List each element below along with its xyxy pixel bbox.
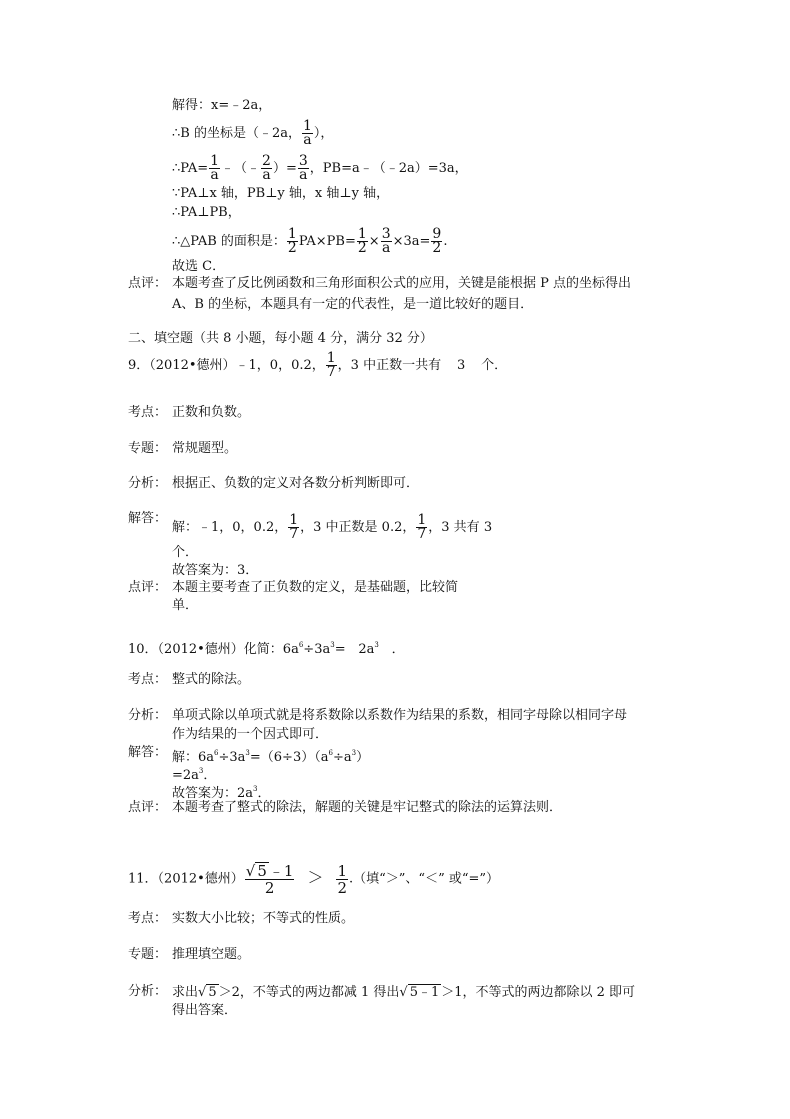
answer-blank: 3 <box>456 358 466 373</box>
jieda-line-2: 个． <box>172 545 199 560</box>
jieda-line-1: 解：﹣1，0，0.2， $\frac{1}{7}$ ，3 中正数是 0.2， $\frac{1}{7}$ ，3 共有 3 <box>172 512 493 542</box>
fenxi-line-2: 作为结果的一个因式即可． <box>172 727 329 742</box>
dianping-line-1: 本题主要考查了正负数的定义，是基础题，比较简 <box>172 580 459 595</box>
comment-line-1: 本题考查了反比例函数和三角形面积公式的应用，关键是能根据 P 点的坐标得出 <box>172 276 632 291</box>
section-title: 二、填空题（共 8 小题，每小题 4 分，满分 32 分） <box>128 331 433 346</box>
question-11-stem: 11．（2012•德州） $\frac{√ 5 ﹣1}{2}$ ＞ $\frac{1}{2}$ .（填“＞”、“＜” 或“=”） <box>128 861 500 897</box>
solution-line-4: ∵PA⊥x 轴，PB⊥y 轴，x 轴⊥y 轴， <box>172 186 390 201</box>
dianping-line-2: 单． <box>172 598 199 613</box>
fenxi-label: 分析： <box>128 476 168 491</box>
comment-line-2: A、B 的坐标，本题具有一定的代表性，是一道比较好的题目． <box>172 297 534 312</box>
jieda-line-3: 故答案为：$2a^3$． <box>172 785 271 801</box>
kaodian-label: 考点： <box>128 911 168 926</box>
zhuanti-text: 常规题型。 <box>172 441 238 456</box>
answer-blank: $2a^3$ <box>358 641 379 657</box>
fenxi-label: 分析： <box>128 984 168 999</box>
solution-line-5: ∴PA⊥PB， <box>172 205 241 220</box>
solution-line-2: ∴B 的坐标是（﹣2a， $\frac{1}{a}$ ）， <box>172 118 334 148</box>
fraction: $\frac{1}{a}$ <box>302 118 312 148</box>
solution-line-6: ∴△PAB 的面积是： $\frac{1}{2}$ PA×PB= $\frac{1}{2}$ × $\frac{3}{a}$ ×3a= $\frac{9}{2}$ . <box>172 226 448 256</box>
kaodian-label: 考点： <box>128 672 168 687</box>
zhuanti-label: 专题： <box>128 441 168 456</box>
fenxi-label: 分析： <box>128 708 168 723</box>
zhuanti-label: 专题： <box>128 947 168 962</box>
kaodian-label: 考点： <box>128 405 168 420</box>
fenxi-line-2: 得出答案． <box>172 1003 238 1018</box>
jieda-line-2: $=2a^3$． <box>172 767 217 783</box>
fenxi-line-1: 单项式除以单项式就是将系数除以系数作为结果的系数，相同字母除以相同字母 <box>172 708 628 723</box>
jieda-line-1: 解：$6a^6\div 3a^3=(6\div 3)(a^6\div a^3)$ <box>172 749 370 765</box>
question-10-stem: 10．（2012•德州）化简：$6a^6\div 3a^3= 2a^3$ ． <box>128 637 405 658</box>
fenxi-line-1: 求出√ 5 ＞2，不等式的两边都减 1 得出√ 5﹣1 ＞1，不等式的两边都除以 2 即可 <box>172 985 636 1000</box>
zhuanti-text: 推理填空题。 <box>172 947 251 962</box>
solution-line-7: 故选 C． <box>172 259 226 274</box>
kaodian-text: 正数和负数。 <box>172 405 251 420</box>
solution-line-3: ∴PA= $\frac{1}{a}$ ﹣（﹣ $\frac{2}{a}$ ）= $\frac{3}{a}$ ，PB=a﹣（﹣2a）=3a， <box>172 153 468 183</box>
fenxi-text: 根据正、负数的定义对各数分析判断即可． <box>172 476 420 491</box>
kaodian-text: 整式的除法。 <box>172 672 251 687</box>
dianping-label: 点评： <box>128 800 168 815</box>
question-9-stem: 9．（2012•德州）﹣1，0，0.2， $\frac{1}{7}$ ，3 中正数一共有 3 个． <box>128 350 508 380</box>
jieda-label: 解答： <box>128 745 168 760</box>
solution-line-1: 解得：x=﹣2a， <box>172 98 272 113</box>
dianping-text: 本题考查了整式的除法，解题的关键是牢记整式的除法的运算法则． <box>172 800 563 815</box>
kaodian-text: 实数大小比较；不等式的性质。 <box>172 911 355 926</box>
jieda-line-3: 故答案为：3． <box>172 563 259 578</box>
dianping-label: 点评： <box>128 580 168 595</box>
comment-label: 点评： <box>128 276 168 291</box>
answer-blank: ＞ <box>307 867 324 887</box>
jieda-label: 解答： <box>128 511 168 526</box>
